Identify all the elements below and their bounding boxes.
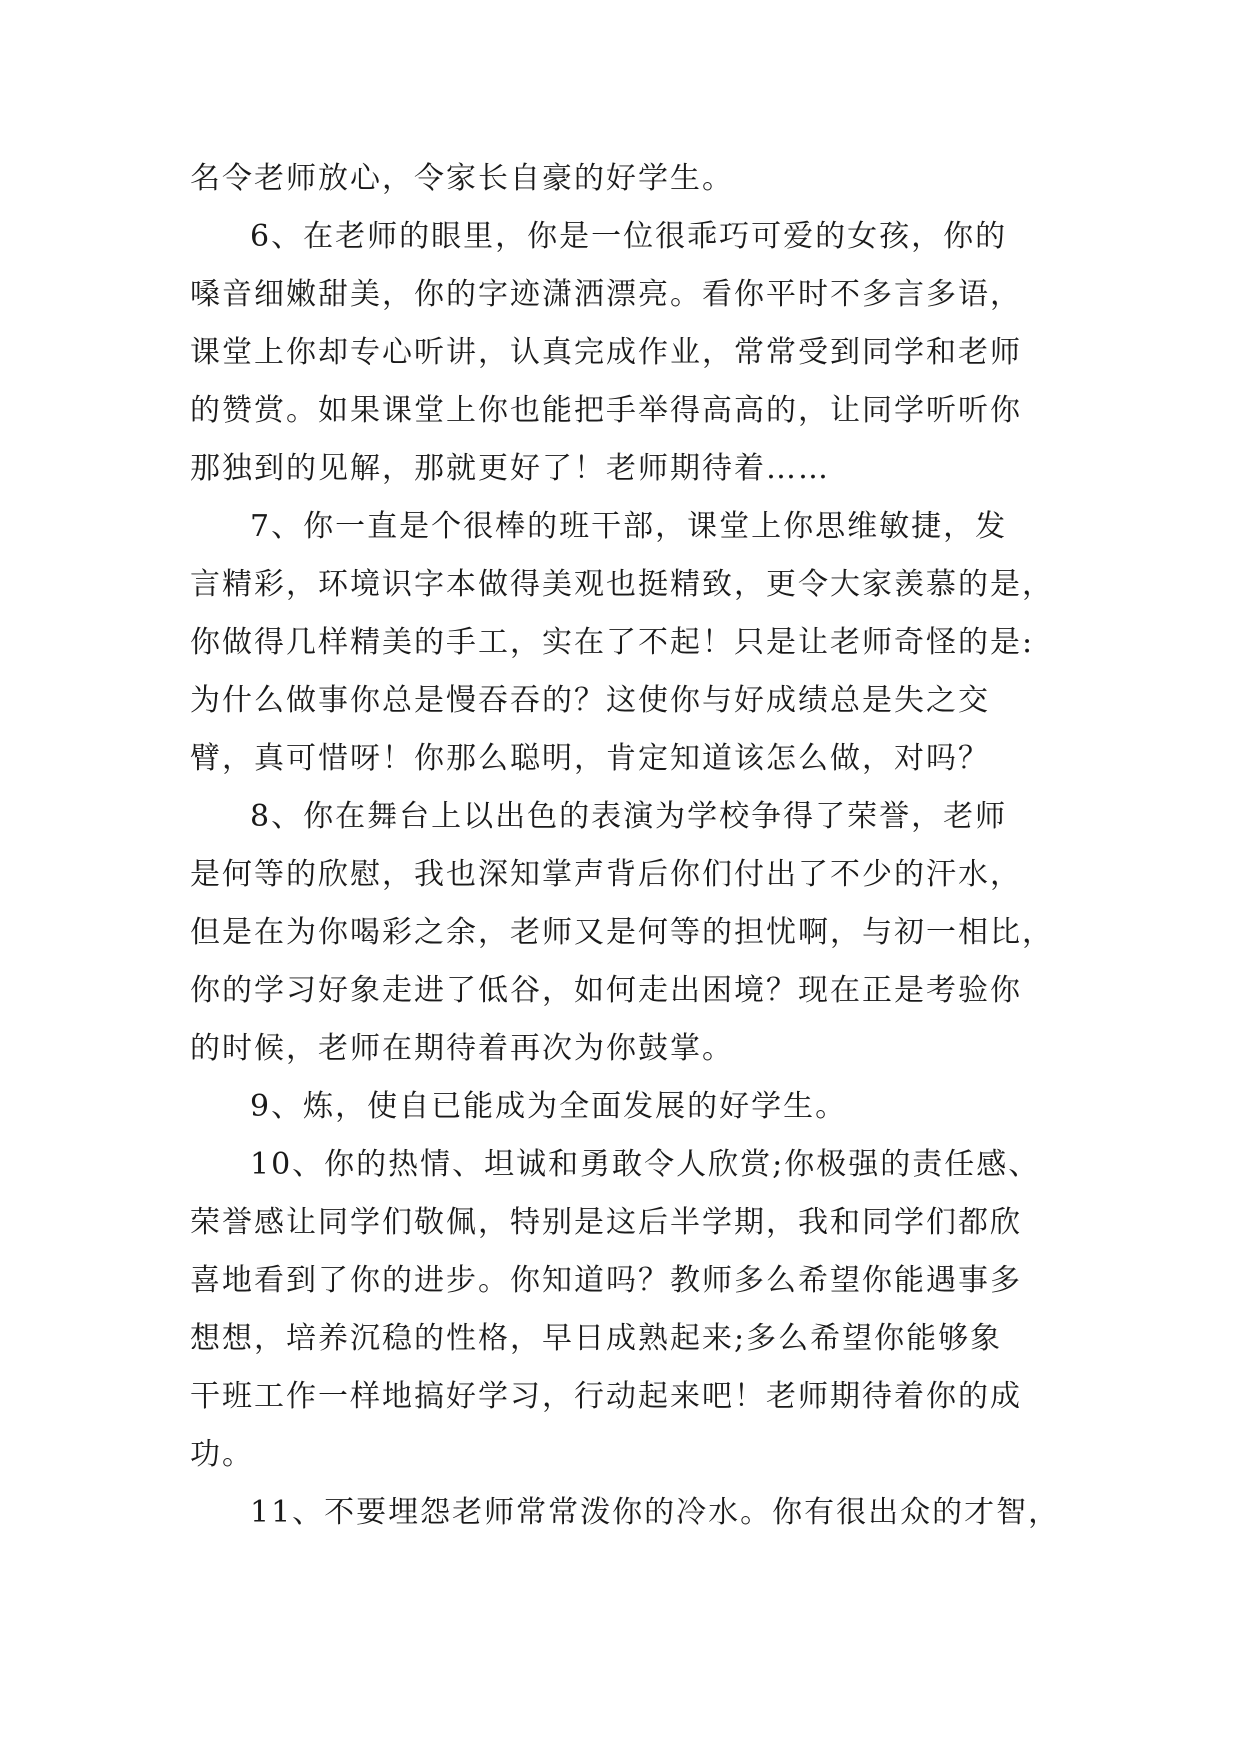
document-body: [190, 150, 1070, 1542]
text-line: 你的学习好象走进了低谷，如何走出困境？现在正是考验你: [190, 973, 1022, 1008]
text-line: 嗓音细嫩甜美，你的字迹潇洒漂亮。看你平时不多言多语，: [190, 277, 1022, 312]
text-line: 想想，培养沉稳的性格，早日成熟起来;多么希望你能够象: [190, 1321, 1003, 1356]
text-line: 言精彩，环境识字本做得美观也挺精致，更令大家羡慕的是，: [190, 567, 1054, 602]
text-line: 那独到的见解，那就更好了！老师期待着……: [190, 451, 830, 486]
text-line: 喜地看到了你的进步。你知道吗？教师多么希望你能遇事多: [190, 1263, 1022, 1298]
text-line: 干班工作一样地搞好学习，行动起来吧！老师期待着你的成: [190, 1379, 1022, 1414]
text-line: 功。: [190, 1437, 254, 1472]
text-line: 是何等的欣慰，我也深知掌声背后你们付出了不少的汗水，: [190, 857, 1022, 892]
text-line: 10、你的热情、坦诚和勇敢令人欣赏;你极强的责任感、: [250, 1147, 1041, 1182]
text-line: 课堂上你却专心听讲，认真完成作业，常常受到同学和老师: [190, 335, 1022, 370]
text-line: 的时候，老师在期待着再次为你鼓掌。: [190, 1031, 734, 1066]
text-line: 11、不要埋怨老师常常泼你的冷水。你有很出众的才智，: [250, 1495, 1061, 1530]
text-line: 7、你一直是个很棒的班干部，课堂上你思维敏捷，发: [250, 509, 1008, 544]
text-line: 臂，真可惜呀！你那么聪明，肯定知道该怎么做，对吗？: [190, 741, 990, 776]
text-line: 9、炼，使自已能成为全面发展的好学生。: [250, 1089, 848, 1124]
text-line: 但是在为你喝彩之余，老师又是何等的担忧啊，与初一相比，: [190, 915, 1054, 950]
text-line: 为什么做事你总是慢吞吞的？这使你与好成绩总是失之交: [190, 683, 990, 718]
text-line: 你做得几样精美的手工，实在了不起！只是让老师奇怪的是:: [190, 625, 1035, 660]
text-line: 荣誉感让同学们敬佩，特别是这后半学期，我和同学们都欣: [190, 1205, 1022, 1240]
text-line: 6、在老师的眼里，你是一位很乖巧可爱的女孩，你的: [250, 219, 1008, 254]
text-line: 8、你在舞台上以出色的表演为学校争得了荣誉，老师: [250, 799, 1008, 834]
text-line: 的赞赏。如果课堂上你也能把手举得高高的，让同学听听你: [190, 393, 1022, 428]
text-line: 名令老师放心，令家长自豪的好学生。: [190, 161, 734, 196]
